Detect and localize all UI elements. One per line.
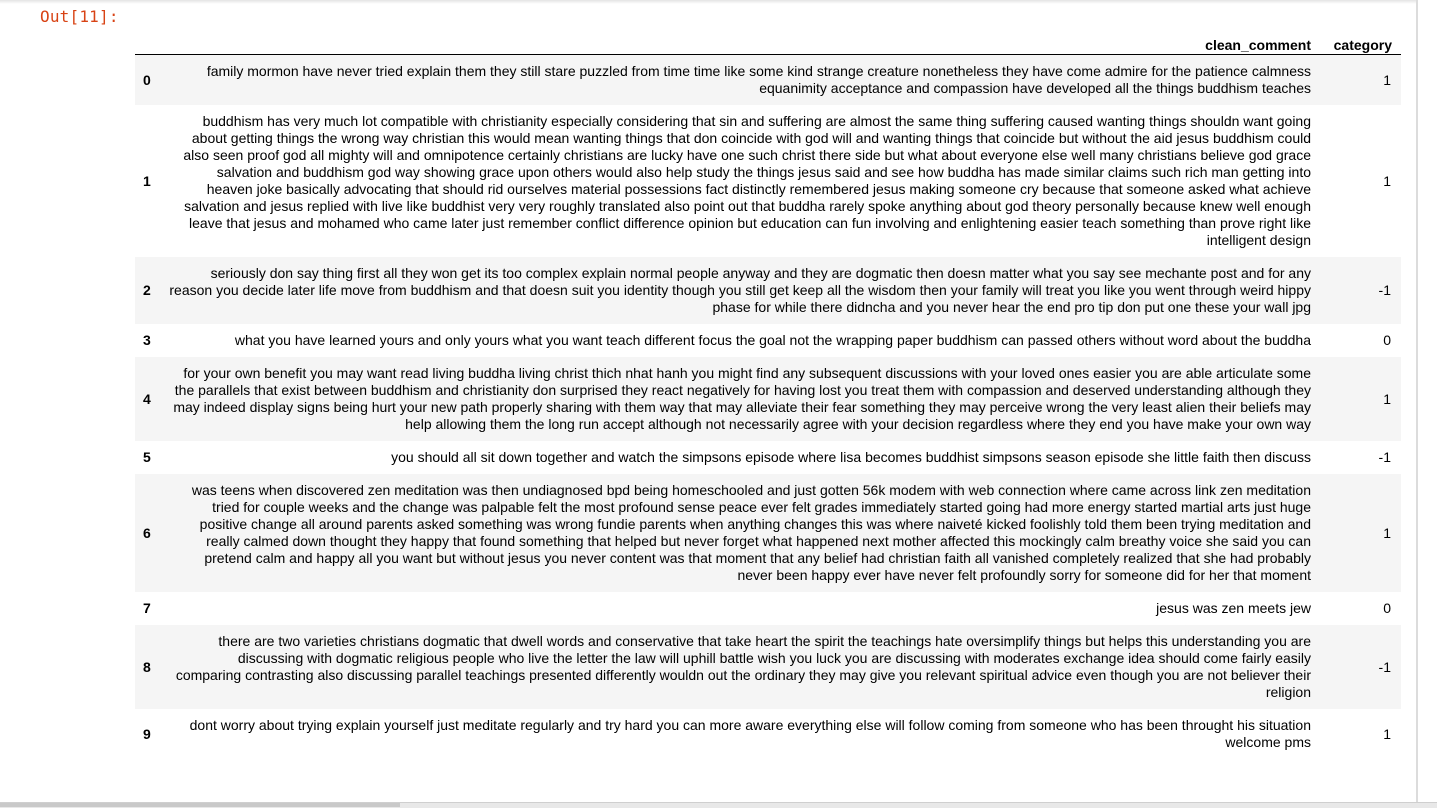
category-cell: 1 [1383, 172, 1391, 189]
comment-cell: for your own benefit you may want read living buddha living christ thich nhat hanh you might find any subsequent discussions with your loved ones easier you are able articulate some the parallels that exist between buddhism and christianity don surprised they react negatively for having lost you treat them with compassion and deserved understanding although they may indeed display signs being hurt your new path properly sharing with them way that may alleviate their fear something they may perceive wrong the very least alien their beliefs may help allowing them the long run accept although not necessarily agree with your decision regardless where they end you have make your own way [159, 357, 1327, 441]
category-cell: 0 [1383, 332, 1391, 348]
horizontal-scrollbar[interactable] [0, 802, 1437, 808]
comment-cell: there are two varieties christians dogmatic that dwell words and conservative that take heart the spirit the teachings hate oversimplify things but helps this understanding you are discussing with dogmatic religious people who live the letter the law will uphill battle wish you luck you are discussing with moderates exchange idea should come fairly easily comparing contrasting also discussing parallel teachings presented differently wouldn out the ordinary they may give you relevant spiritual advice even though you are not believer their religion [159, 625, 1327, 709]
category-cell: 1 [1327, 357, 1401, 441]
table-row [135, 625, 1401, 709]
dataframe-output [135, 24, 1401, 759]
column-header-category: category [1327, 24, 1401, 55]
comment-cell: jesus was zen meets jew [1156, 600, 1311, 616]
category-cell: 1 [1327, 55, 1401, 106]
comment-cell: seriously don say thing first all they won get its too complex explain normal people anyway and they are dogmatic then doesn matter what you say see mechante post and for any reason you decide later life move from buddhism and that doesn suit you identity though you still get keep all the wisdom then your family will treat you like you went through weird hippy phase for while there didncha and you never hear the end pro tip don put one these your wall jpg [159, 257, 1327, 324]
comment-cell: dont worry about trying explain yourself just meditate regularly and try hard you can more aware everything else will follow coming from someone who has been throught his situation welcome pms [189, 717, 1311, 750]
notebook-edge [1416, 0, 1418, 807]
row-index: 8 [135, 625, 159, 709]
table-row [135, 357, 1401, 441]
table-row [135, 105, 1401, 257]
category-cell: -1 [1327, 625, 1401, 709]
table-row [135, 257, 1401, 324]
table-row [135, 474, 1401, 592]
header-row [135, 24, 1401, 55]
dataframe-table [135, 24, 1401, 759]
row-index: 0 [135, 55, 159, 106]
index-header [135, 24, 159, 55]
row-index: 3 [143, 332, 151, 348]
comment-cell: you should all sit down together and watch the simpsons episode where lisa becomes buddhist simpsons season episode she little faith then discuss [391, 449, 1311, 465]
output-prompt: Out[11]: [40, 7, 119, 26]
table-row [135, 441, 1401, 474]
row-index: 4 [135, 357, 159, 441]
row-index: 6 [135, 474, 159, 592]
category-cell: 1 [1383, 725, 1391, 742]
category-cell: -1 [1327, 257, 1401, 324]
row-index: 1 [143, 172, 151, 189]
category-cell: -1 [1378, 449, 1391, 465]
table-row [135, 55, 1401, 106]
row-index: 5 [143, 449, 151, 465]
comment-cell: buddhism has very much lot compatible with christianity especially considering that sin and suffering are almost the same thing suffering caused wanting things shouldn want going about getting things the wrong way christian this would mean wanting things that don coincide with god will and wanting things that coincide but without the aid jesus buddhism could also seen proof god all mighty will and omnipotence certainly christians are lucky have one such christ there side but what about everyone else well many christians believe god grace salvation and buddhism god way showing grace upon others would also help study the things jesus said and see how buddha has made similar claims such rich man getting into heaven joke basically advocating that should rid ourselves material possessions fact distinctly remembered jesus making someone cry because that someone asked what achieve salvation and jesus replied with live like buddhist very very roughly translated also point out that buddha rarely spoke anything about god theory personally because knew well enough leave that jesus and mohamed who came later just remember conflict difference opinion but education can fun involving and enlightening easier teach something than prove right like intelligent design [183, 113, 1311, 248]
comment-cell: was teens when discovered zen meditation was then undiagnosed bpd being homeschooled and just gotten 56k modem with web connection where came across link zen meditation tried for couple weeks and the change was palpable felt the most profound sense peace ever felt grades immediately started going had more energy started martial arts just huge positive change all around parents asked something was wrong fundie parents when anything changes this was where naiveté kicked foolishly told them been trying meditation and really calmed down thought they happy that found something that helped but never forget what happened next mother affected this mockingly calm breathy voice she said you can pretend calm and happy all you want but without jesus you never content was that moment that any belief had christian faith all vanished completely realized that she had probably never been happy ever have never felt profoundly sorry for someone did for her that moment [159, 474, 1327, 592]
column-header-clean-comment: clean_comment [159, 24, 1327, 55]
table-row [135, 324, 1401, 357]
table-row [135, 592, 1401, 625]
row-index: 2 [135, 257, 159, 324]
comment-cell: what you have learned yours and only yours what you want teach different focus the goal not the wrapping paper buddhism can passed others without word about the buddha [234, 332, 1311, 348]
table-row [135, 709, 1401, 759]
category-cell: 1 [1327, 474, 1401, 592]
cell-top-shadow [0, 0, 1416, 4]
row-index: 9 [143, 725, 151, 742]
scrollbar-thumb[interactable] [0, 803, 400, 807]
comment-cell: family mormon have never tried explain them they still stare puzzled from time time like some kind strange creature nonetheless they have come admire for the patience calmness equanimity acceptance and compassion have developed all the things buddhism teaches [159, 55, 1327, 106]
row-index: 7 [143, 600, 151, 616]
category-cell: 0 [1383, 600, 1391, 616]
